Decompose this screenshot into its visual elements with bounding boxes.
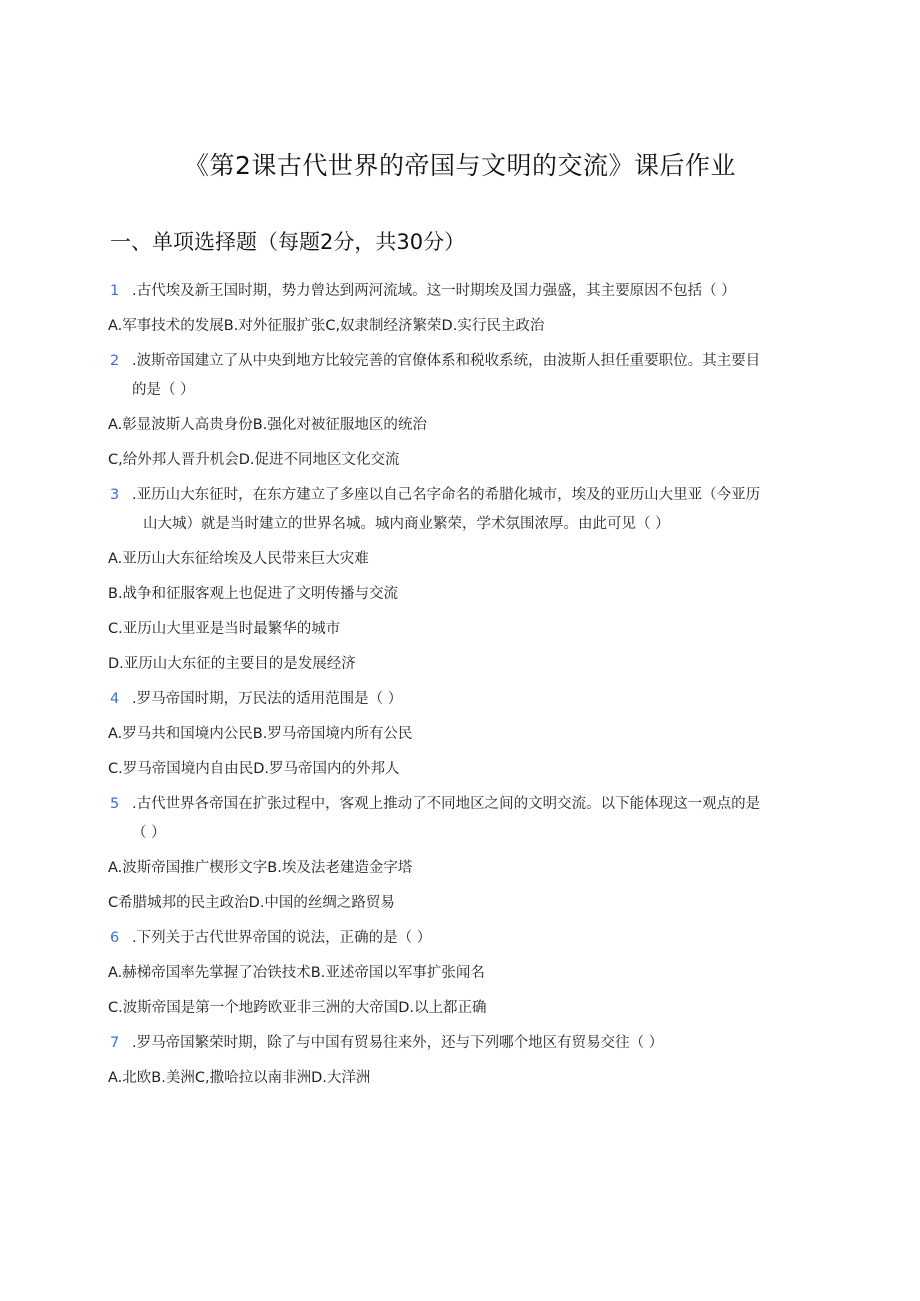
question-number: 4 [110,691,120,707]
question-3-option-b: B.战争和征服客观上也促进了文明传播与交流 [108,586,399,602]
question-3-option-a: A.亚历山大东征给埃及人民带来巨大灾难 [108,551,369,567]
question-7-options: A.北欧B.美洲C,撒哈拉以南非洲D.大洋洲 [108,1070,371,1086]
question-stem: .波斯帝国建立了从中央到地方比较完善的官僚体系和税收系统，由波斯人担任重要职位。其主要目 [132,353,761,369]
question-number: 2 [110,353,120,369]
question-5-options-line-2: C希腊城邦的民主政治D.中国的丝绸之路贸易 [108,895,395,911]
question-2-stem-continued: 的是（ ） [132,382,195,398]
question-3 [108,484,808,506]
question-number: 7 [110,1035,120,1051]
question-number: 6 [110,930,120,946]
question-4 [108,688,808,710]
document-title: 《第2课古代世界的帝国与文明的交流》课后作业 [184,151,736,180]
question-stem: .亚历山大东征时，在东方建立了多座以自己名字命名的希腊化城市，埃及的亚历山大里亚（今亚历 [132,487,761,503]
question-2-options-line-2: C,给外邦人晋升机会D.促进不同地区文化交流 [108,452,400,468]
question-3-option-c: C.亚历山大里亚是当时最繁华的城市 [108,621,341,637]
question-4-options-line-1: A.罗马共和国境内公民B.罗马帝国境内所有公民 [108,726,413,742]
section-heading: 一、单项选择题（每题2分，共30分） [110,230,466,254]
question-4-options-line-2: C.罗马帝国境内自由民D.罗马帝国内的外邦人 [108,761,400,777]
question-7 [108,1032,808,1054]
question-6-options-line-2: C.波斯帝国是第一个地跨欧亚非三洲的大帝国D.以上都正确 [108,1000,487,1016]
question-2 [108,350,808,372]
question-number: 3 [110,487,120,503]
question-number: 1 [110,283,120,299]
question-2-options-line-1: A.彰显波斯人高贵身份B.强化对被征服地区的统治 [108,417,427,433]
question-stem: .古代埃及新王国时期，势力曾达到两河流域。这一时期埃及国力强盛，其主要原因不包括（ ） [132,283,736,299]
question-stem: .古代世界各帝国在扩张过程中，客观上推动了不同地区之间的文明交流。以下能体现这一观点的是 [132,796,761,812]
question-5-stem-continued: （ ） [132,825,166,841]
question-6 [108,927,808,949]
question-stem: .下列关于古代世界帝国的说法，正确的是（ ） [132,930,432,946]
question-5-options-line-1: A.波斯帝国推广楔形文字B.埃及法老建造金字塔 [108,860,413,876]
question-1-options: A.军事技术的发展B.对外征服扩张C,奴隶制经济繁荣D.实行民主政治 [108,318,545,334]
question-3-stem-continued: 山大城）就是当时建立的世界名城。城内商业繁荣，学术氛围浓厚。由此可见（ ） [143,516,670,532]
question-stem: .罗马帝国繁荣时期，除了与中国有贸易往来外，还与下列哪个地区有贸易交往（ ） [132,1035,664,1051]
question-6-options-line-1: A.赫梯帝国率先掌握了冶铁技术B.亚述帝国以军事扩张闻名 [108,965,485,981]
question-number: 5 [110,796,120,812]
question-stem: .罗马帝国时期，万民法的适用范围是（ ） [132,691,403,707]
question-5 [108,793,808,815]
question-3-option-d: D.亚历山大东征的主要目的是发展经济 [108,656,356,672]
question-1 [108,280,808,302]
